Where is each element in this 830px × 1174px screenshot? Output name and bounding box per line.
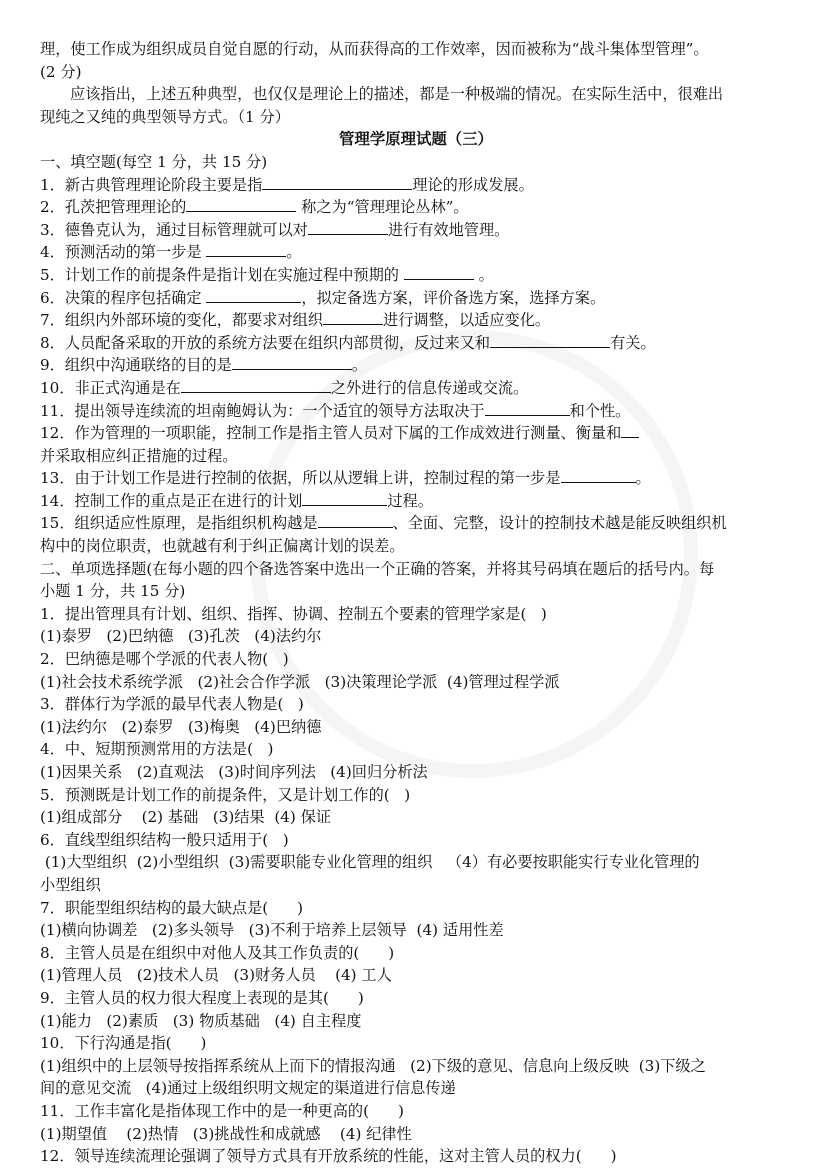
question-2: 2．孔茨把管理理论的 称之为“管理理论丛林”。 — [40, 198, 469, 217]
answer-blank[interactable] — [404, 264, 474, 280]
choice-line: 3．群体行为学派的最早代表人物是( ) — [40, 695, 304, 714]
choice-line: (1)组成部分 (2) 基础 (3)结果 (4) 保证 — [40, 808, 332, 827]
text-line: 理，使工作成为组织成员自觉自愿的行动，从而获得高的工作效率，因而被称为“战斗集体型管理”。 — [40, 40, 709, 58]
question-3: 3．德鲁克认为，通过目标管理就可以对 进行有效地管理。 — [40, 220, 510, 239]
choice-line: 4．中、短期预测常用的方法是( ) — [40, 740, 274, 759]
answer-blank[interactable] — [186, 196, 296, 212]
section-heading-continued: 小题 1 分，共 15 分) — [40, 582, 186, 601]
answer-blank[interactable] — [181, 377, 331, 393]
choice-line: 6．直线型组织结构一般只适用于( ) — [40, 830, 289, 849]
choice-line: 5．预测既是计划工作的前提条件，又是计划工作的( ) — [40, 785, 411, 804]
choice-line: (1)期望值 (2)热情 (3)挑战性和成就感 (4) 纪律性 — [40, 1124, 412, 1143]
question-11: 11．提出领导连续流的坦南鲍姆认为：一个适宜的领导方法取决于 和个性。 — [40, 401, 631, 420]
choice-line: (1)组织中的上层领导按指挥系统从上而下的情报沟通 (2)下级的意见、信息向上级反映 (3)下级之 — [40, 1056, 706, 1075]
section-heading: 一、填空题(每空 1 分，共 15 分) — [40, 152, 268, 171]
question-10: 10．非正式沟通是在 之外进行的信息传递或交流。 — [40, 378, 529, 397]
choice-line: (1)管理人员 (2)技术人员 (3)财务人员 (4) 工人 — [40, 966, 392, 985]
multiple-choice-list — [40, 603, 792, 1168]
choice-line: 间的意见交流 (4)通过上级组织明文规定的渠道进行信息传递 — [40, 1079, 456, 1098]
choice-line: (1)因果关系 (2)直观法 (3)时间序列法 (4)回归分析法 — [40, 763, 428, 781]
choice-line: (1)法约尔 (2)泰罗 (3)梅奥 (4)巴纳德 — [40, 717, 322, 736]
question-12-continued: 并采取相应纠正措施的过程。 — [40, 446, 238, 465]
choice-line: (1)能力 (2)素质 (3) 物质基础 (4) 自主程度 — [40, 1011, 362, 1030]
choice-line: 1．提出管理具有计划、组织、指挥、协调、控制五个要素的管理学家是( ) — [40, 604, 547, 623]
choice-line: 7．职能型组织结构的最大缺点是( ) — [40, 898, 304, 917]
choice-line: 12．领导连续流理论强调了领导方式具有开放系统的性能，这对主管人员的权力( ) — [40, 1147, 617, 1166]
question-14: 14．控制工作的重点是正在进行的计划 过程。 — [40, 491, 433, 510]
choice-line: 11．工作丰富化是指体现工作中的是一种更高的( ) — [40, 1101, 404, 1120]
choice-line: 8．主管人员是在组织中对他人及其工作负责的( ) — [40, 943, 395, 962]
choice-line: (1)泰罗 (2)巴纳德 (3)孔茨 (4)法约尔 — [40, 627, 322, 646]
choice-line: 2．巴纳德是哪个学派的代表人物( ) — [40, 650, 289, 669]
question-6: 6．决策的程序包括确定 ，拟定备选方案，评价备选方案，选择方案。 — [40, 288, 606, 307]
answer-blank[interactable] — [318, 512, 393, 528]
question-5: 5．计划工作的前提条件是指计划在实施过程中预期的 。 — [40, 265, 494, 284]
text-line: 应该指出，上述五种典型，也仅仅是理论上的描述，都是一种极端的情况。在实际生活中，很难出 — [70, 85, 724, 104]
choice-line: 9．主管人员的权力很大程度上表现的是其( ) — [40, 988, 364, 1007]
question-4: 4．预测活动的第一步是 。 — [40, 243, 302, 262]
choice-line: (1)横向协调差 (2)多头领导 (3)不利于培养上层领导 (4) 适用性差 — [40, 921, 504, 940]
question-7: 7．组织内外部环境的变化，都要求对组织 进行调整，以适应变化。 — [40, 311, 551, 330]
text-line: 现纯之又纯的典型领导方式。（1 分） — [40, 107, 290, 126]
question-9: 9．组织中沟通联络的目的是 。 — [40, 356, 368, 375]
document-body — [40, 38, 792, 1168]
answer-blank[interactable] — [308, 219, 388, 235]
answer-blank[interactable] — [206, 241, 286, 257]
answer-blank[interactable] — [302, 490, 387, 506]
choice-line: 10．下行沟通是指( ) — [40, 1034, 207, 1053]
text-line: (2 分) — [40, 62, 82, 81]
question-1: 1．新古典管理理论阶段主要是指 理论的形成发展。 — [40, 175, 534, 194]
choice-line: (1)社会技术系统学派 (2)社会合作学派 (3)决策理论学派 (4)管理过程学派 — [40, 672, 560, 691]
page-title: 管理学原理试题（三） — [339, 130, 493, 149]
question-15-continued: 构中的岗位职责，也就越有利于纠正偏离计划的误差。 — [40, 537, 405, 556]
answer-blank[interactable] — [621, 422, 639, 438]
answer-blank[interactable] — [485, 400, 570, 416]
answer-blank[interactable] — [262, 174, 412, 190]
answer-blank[interactable] — [323, 309, 383, 325]
question-8: 8．人员配备采取的开放的系统方法要在组织内部贯彻，反过来又和 有关。 — [40, 333, 656, 352]
choice-line: 小型组织 — [40, 875, 101, 894]
question-13: 13．由于计划工作是进行控制的依据，所以从逻辑上讲，控制过程的第一步是 。 — [40, 469, 651, 488]
answer-blank[interactable] — [490, 332, 610, 348]
question-12: 12．作为管理的一项职能，控制工作是指主管人员对下属的工作成效进行测量、衡量和 — [40, 422, 792, 445]
answer-blank[interactable] — [232, 354, 352, 370]
answer-blank[interactable] — [206, 287, 301, 303]
choice-line: (1)大型组织 (2)小型组织 (3)需要职能专业化管理的组织 （4）有必要按职能实行专业化管理的 — [40, 853, 700, 872]
answer-blank[interactable] — [561, 467, 636, 483]
question-15: 15．组织适应性原理，是指组织机构越是 、全面、完整，设计的控制技术越是能反映组织机 — [40, 514, 727, 533]
section-heading: 二、单项选择题(在每小题的四个备选答案中选出一个正确的答案，并将其号码填在题后的括号内。每 — [40, 559, 715, 578]
